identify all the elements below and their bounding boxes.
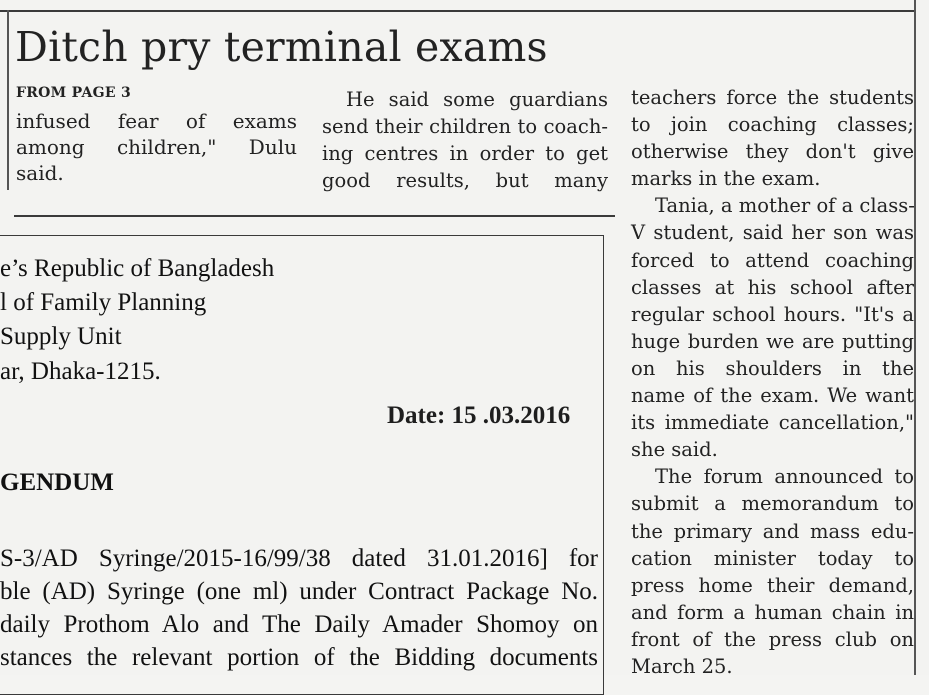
right-border-rule — [914, 0, 916, 675]
text-line: to join coaching classes; — [631, 113, 914, 137]
notice-body-line: stances the relevant portion of the Bidding documents — [0, 644, 598, 671]
text-line: press home their demand, — [631, 573, 914, 597]
text-line: March 25. — [631, 654, 733, 678]
article-column-2 — [322, 86, 608, 194]
article-column-3 — [631, 84, 914, 680]
text-line: she said. — [631, 438, 718, 462]
notice-header-line: ar, Dhaka-1215. — [0, 358, 161, 385]
text-line: name of the exam. We want — [631, 384, 914, 408]
notice-date: Date: 15 .03.2016 — [387, 402, 571, 429]
notice-header-line: l of Family Planning — [0, 289, 207, 316]
top-rule — [0, 10, 916, 12]
article-kicker: FROM PAGE 3 — [16, 85, 132, 101]
text-line: among children," Dulu — [16, 135, 297, 159]
text-line: infused fear of exams — [16, 109, 297, 133]
text-line: good results, but many — [322, 169, 608, 192]
text-line: teachers force the students — [631, 86, 914, 109]
text-line: otherwise they don't give — [631, 140, 914, 164]
column-divider-rule — [14, 215, 615, 217]
notice-body-line: daily Prothom Alo and The Daily Amader Shomoy on — [0, 611, 598, 638]
text-line: front of the press club on — [631, 627, 914, 651]
text-line: V student, said her son was — [631, 221, 914, 245]
text-line: forced to attend coaching — [631, 248, 914, 272]
text-line: classes at his school after — [631, 275, 914, 299]
text-line: the primary and mass edu- — [631, 519, 914, 543]
text-line: submit a memorandum to — [631, 492, 914, 516]
text-line: huge burden we are putting — [631, 329, 914, 353]
notice-title: GENDUM — [0, 469, 114, 496]
text-line: regular school hours. "It's a — [631, 302, 914, 326]
text-line: on his shoulders in the — [631, 356, 914, 380]
notice-body-line: S-3/AD Syringe/2015-16/99/38 dated 31.01.2016] for — [0, 545, 598, 572]
left-border-rule — [7, 10, 9, 190]
text-line: He said some guardians — [346, 88, 608, 111]
text-line: said. — [16, 161, 64, 185]
notice-header-line: Supply Unit — [0, 323, 122, 350]
notice-body — [0, 542, 598, 674]
text-line: send their children to coach- — [322, 115, 608, 138]
text-line: marks in the exam. — [631, 167, 821, 191]
article-headline: Ditch pry terminal exams — [15, 23, 548, 71]
text-line: and form a human chain in — [631, 600, 914, 624]
text-line: cation minister today to — [631, 546, 914, 570]
notice-header-line: e’s Republic of Bangladesh — [0, 255, 275, 282]
text-line: ing centres in order to get — [322, 142, 608, 165]
article-column-1 — [16, 108, 297, 186]
notice-body-line: ble (AD) Syringe (one ml) under Contract Package No. — [0, 578, 598, 605]
text-line: The forum announced to — [655, 465, 914, 489]
text-line: its immediate cancellation," — [631, 411, 914, 435]
text-line: Tania, a mother of a class- — [655, 194, 915, 218]
